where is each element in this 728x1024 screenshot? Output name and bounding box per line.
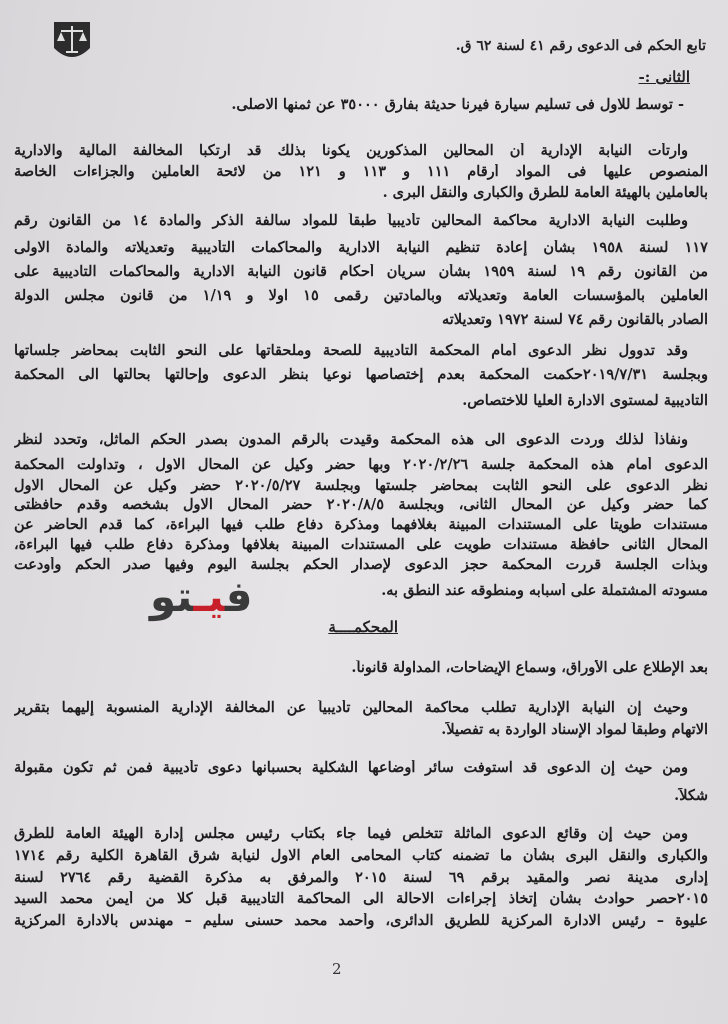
text-line: الدعوى أمام هذه المحكمة جلسة ٢٠٢٠/٢/٢٦ وبها حضر وكيل عن المحال الاول ، وتداولت المحكمة <box>14 457 708 473</box>
text-line: والكبارى والنقل البرى بشأن ما تضمنه كتاب المحامى العام الاول لنيابة شرق القاهرة الكلية رقم ١٧١٤ <box>14 848 708 864</box>
text-line: وقد تدوول نظر الدعوى أمام المحكمة التاديبية للصحة وملحقاتها على النحو الثابت بمحاضر جلساتها <box>14 343 688 359</box>
text-line: مسودته المشتملة على أسبابه ومنطوقه عند النطق به. <box>381 583 708 599</box>
text-line: عليوة – رئيس الادارة المركزية للطريق الدائرى، وأحمد محمد حسنى سليم – مهندس بالادارة المركزية <box>14 913 708 929</box>
text-line: وطلبت النيابة الادارية محاكمة المحالين تأديبياً طبقاً للمواد سالفة الذكر والمادة ١٤ من القانون رقم <box>14 213 688 229</box>
text-line: التاديبية لمستوى الادارة العليا للاختصاص. <box>462 393 708 409</box>
text-line: ١١٧ لسنة ١٩٥٨ بشأن إعادة تنظيم النيابة الادارية والمحاكمات التأديبية وتعديلاته والمادة الاولى <box>14 240 708 256</box>
page-number: 2 <box>332 960 342 978</box>
text-line: المنصوص عليها فى المواد أرقام ١١١ و ١١٣ و ١٢١ من لائحة العاملين والجزاءات الخاصة <box>14 164 708 180</box>
text-line: مستندات طويتا على المستندات المبينة بغلافهما ومذكرة دفاع طلب فيها البراءة، كما قدم الحاضر عن <box>14 517 708 533</box>
text-line: ونفاذاً لذلك وردت الدعوى الى هذه المحكمة وقيدت بالرقم المدون بصدر الحكم الماثل، وتحدد لنظر <box>14 432 688 448</box>
text-line: نظر الدعوى على النحو الثابت بمحاضر جلستها وبجلسة ٢٠٢٠/٥/٢٧ حضر وكيل عن المحال الاول <box>14 478 708 494</box>
text-line: ومن حيث إن الدعوى قد استوفت سائر أوضاعها الشكلية بحسبانها دعوى تأديبية فمن ثم تكون مقبولة <box>14 760 688 776</box>
text-line: بالعاملين بالهيئة العامة للطرق والكبارى والنقل البرى . <box>382 185 708 201</box>
text-line: بعد الإطلاع على الأوراق، وسماع الإيضاحات، المداولة قانوناً. <box>351 660 708 676</box>
text-line: إدارى مدينة نصر والمقيد برقم ٦٩ لسنة ٢٠١٥ والمرفق به مذكرة القضية رقم ٢٧٦٤ لسنة <box>14 870 708 886</box>
text-line: وارتأت النيابة الإدارية أن المحالين المذكورين يكونا بذلك قد ارتكبا المخالفة المالية والادارية <box>14 143 688 159</box>
text-line: الاتهام وطبقاً لمواد الإسناد الواردة به تفصيلاً. <box>441 722 708 738</box>
text-line: - توسط للاول فى تسليم سيارة فيرنا حديثة بفارق ٣٥٠٠٠ عن ثمنها الاصلى. <box>231 97 684 113</box>
text-line: شكلاً. <box>674 788 708 804</box>
state-council-logo <box>50 8 94 66</box>
text-line: ٢٠١٥حصر حوادث بشأن إتخاذ إجراءات الاحالة الى المحاكمة التاديبية قبل كلا من أيمن محمد السيد <box>14 891 708 907</box>
text-line: وبذات الجلسة قررت المحكمة حجز الدعوى لإصدار الحكم بجلسة اليوم وفيها صدر الحكم وأودعت <box>14 557 708 573</box>
text-line: وحيث إن النيابة الإدارية تطلب محاكمة المحالين تأديبياً عن المخالفة الإدارية المنسوبة إليهما بتقرير <box>14 700 688 716</box>
text-line: كما حضر وكيل عن المحال الثانى، وبجلسة ٢٠٢٠/٨/٥ حضر المحال الاول بشخصه وقدم حافظتى <box>14 497 708 513</box>
text-line: المحال الثانى حافظة مستندات طويت على المستندات المبينة بغلافها ومذكرة دفاع طلب فيها البراءة، <box>14 537 708 553</box>
text-line: الصادر بالقانون رقم ٧٤ لسنة ١٩٧٢ وتعديلاته <box>442 312 708 328</box>
case-header: تابع الحكم فى الدعوى رقم ٤١ لسنة ٦٢ ق. <box>455 38 706 54</box>
text-line: ومن حيث إن وقائع الدعوى الماثلة تتخلص فيما جاء بكتاب رئيس مجلس إدارة الهيئة العامة للطرق <box>14 826 688 842</box>
section-title: الثانى :- <box>638 68 690 86</box>
site-watermark: فيـتو <box>150 572 253 621</box>
text-line: من القانون رقم ١٩ لسنة ١٩٥٩ بشأن سريان أحكام قانون النيابة الادارية والمحاكمات التاديبية على <box>14 264 708 280</box>
court-heading: المحكمــــة <box>328 618 398 636</box>
text-line: العاملين بالمؤسسات العامة وتعديلاته وبالمادتين رقمى ١٥ اولا و ١/١٩ من قانون مجلس الدولة <box>14 288 708 304</box>
text-line: وبجلسة ٢٠١٩/٧/٣١حكمت المحكمة بعدم إختصاصها نوعيا بنظر الدعوى وإحالتها بحالتها الى المحكمة <box>14 367 708 383</box>
